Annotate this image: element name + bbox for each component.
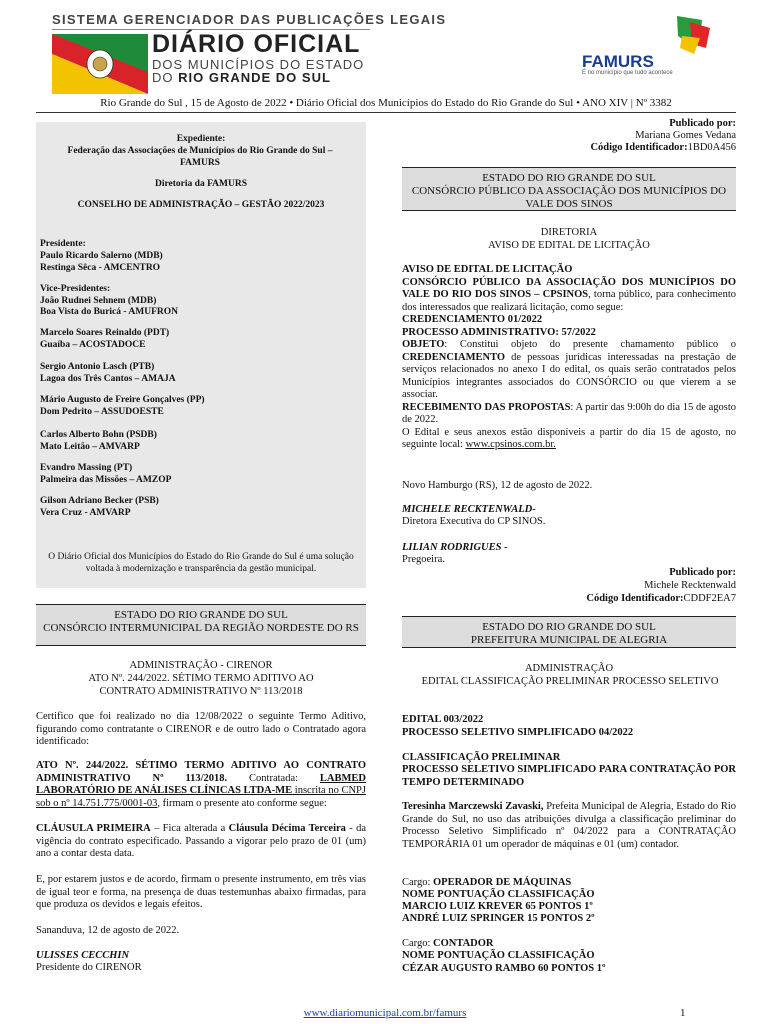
alegria-edital-class: EDITAL CLASSIFICAÇÃO PRELIMINAR PROCESSO SELETIVO bbox=[421, 676, 719, 687]
pub1-code: Código Identificador:1BD0A456 bbox=[590, 142, 736, 153]
cirenor-ato-title: ATO Nº. 244/2022. SÉTIMO TERMO ADITIVO AO bbox=[88, 673, 314, 684]
alegria-header bbox=[402, 616, 736, 648]
sig1-role: Diretora Executiva do CP SINOS. bbox=[402, 516, 546, 527]
novo-hamburgo-date: Novo Hamburgo (RS), 12 de agosto de 2022. bbox=[402, 480, 593, 491]
nome-pontuacao-1: NOME PONTUAÇÃO CLASSIFICAÇÃO bbox=[402, 889, 595, 900]
pub2-label: Publicado por: bbox=[669, 567, 736, 578]
clausula-paragraph: CLÁUSULA PRIMEIRA – Fica alterada a Cláusula Décima Terceira - da vigência do contrato especificado. Passando a vigorar pelo prazo de 01 (um) ano a contar desta data. bbox=[36, 823, 366, 859]
sananduva-date: Sananduva, 12 de agosto de 2022. bbox=[36, 925, 180, 936]
classificacao-preliminar: CLASSIFICAÇÃO PRELIMINAR bbox=[402, 752, 561, 763]
expediente-label: Expediente: bbox=[176, 134, 226, 144]
cpsinos-diretoria: DIRETORIA bbox=[540, 227, 598, 238]
system-title: SISTEMA GERENCIADOR DAS PUBLICAÇÕES LEGAIS bbox=[52, 12, 447, 27]
alegria-state: ESTADO DO RIO GRANDE DO SUL bbox=[482, 621, 656, 633]
famurs-tagline: É no município que tudo acontece bbox=[582, 70, 673, 76]
cirenor-consorcio: CONSÓRCIO INTERMUNICIPAL DA REGIÃO NORDESTE DO RS bbox=[43, 622, 359, 634]
page-title: DIÁRIO OFICIAL bbox=[152, 30, 361, 58]
vice-7-name: Gilson Adriano Becker (PSB) bbox=[40, 496, 159, 506]
processo-para: PROCESSO SELETIVO SIMPLIFICADO PARA CONTRATAÇÃO POR TEMPO DETERMINADO bbox=[402, 764, 736, 788]
alegria-adm: ADMINISTRAÇÃO bbox=[524, 663, 614, 674]
cirenor-adm: ADMINISTRAÇÃO - CIRENOR bbox=[129, 660, 273, 671]
vice-label: Vice-Presidentes: bbox=[40, 284, 111, 294]
vice-2-name: Marcelo Soares Reinaldo (PDT) bbox=[40, 328, 170, 338]
cpsinos-link[interactable]: www.cpsinos.com.br. bbox=[465, 439, 556, 450]
vice-4-city: Dom Pedrito – ASSUDOESTE bbox=[40, 407, 164, 417]
cirenor-header bbox=[36, 604, 366, 646]
federacao-text: Federação das Associações de Municípios do Rio Grande do Sul – FAMURS bbox=[67, 146, 333, 168]
vice-3-city: Lagoa dos Três Cantos – AMAJA bbox=[40, 374, 176, 384]
subtitle-line-2: DO RIO GRANDE DO SUL bbox=[152, 70, 331, 85]
cirenor-state: ESTADO DO RIO GRANDE DO SUL bbox=[114, 609, 288, 621]
cpsinos-consorcio: CONSÓRCIO PÚBLICO DA ASSOCIAÇÃO DOS MUNICÍPIOS DO VALE DOS SINOS bbox=[411, 185, 727, 210]
cpsinos-state: ESTADO DO RIO GRANDE DO SUL bbox=[482, 172, 656, 184]
subtitle-line-1: DOS MUNICÍPIOS DO ESTADO bbox=[152, 57, 365, 72]
cpsinos-aviso-title: AVISO DE EDITAL DE LICITAÇÃO bbox=[488, 240, 650, 251]
about-text: O Diário Oficial dos Municípios do Estado do Rio Grande do Sul é uma solução voltada à modernização e transparência da gestão municipal. bbox=[48, 552, 354, 574]
vice-6-city: Palmeira das Missões – AMZOP bbox=[40, 475, 172, 485]
teresinha-paragraph: Teresinha Marczewski Zavaski, Prefeita Municipal de Alegria, Estado do Rio Grande do Sul, no uso das atribuições divulga a classificação preliminar do Processo Seletivo Simplificado nº 04/2022 para a CONTRATAÇÃO TEMPORÁRIA 01 um operador de máquinas e 01 (um) contador. bbox=[402, 801, 736, 850]
certifico-text: Certifico que foi realizado no dia 12/08/2022 o seguinte Termo Aditivo, figurando como contratante o CIRENOR e de outro lado o Contratado agora identificado: bbox=[36, 711, 366, 747]
vice-4-name: Mário Augusto de Freire Gonçalves (PP) bbox=[40, 395, 205, 405]
cirenor-contrato-title: CONTRATO ADMINISTRATIVO Nº 113/2018 bbox=[99, 686, 303, 697]
pub1-label: Publicado por: bbox=[669, 118, 736, 129]
aviso-body: AVISO DE EDITAL DE LICITAÇÃO CONSÓRCIO PÚBLICO DA ASSOCIAÇÃO DOS MUNICÍPIOS DO VALE DO RIO DOS SINOS – CPSINOS, torna público, para conhecimento dos interessados que realizará licitação, como segue: CREDENCIAMENTO 01/2022 PROCESSO ADMINISTRATIVO: 57/2022 OBJETO: Constitui objeto do presente chamamento público o CREDENCIAMENTO de pessoas jurídicas interessadas na prestação de serviços relacionados no anexo I do edital, os quais serão contratados pelos Municípios integrantes associados do CONSÓRCIO ou que vierem a se associar. RECEBIMENTO DAS PROPOSTAS: A partir das 9:00h do dia 15 de agosto de 2022. O Edital e seus anexos estão disponíveis a partir do dia 15 de agosto, no seguinte local: www.cpsinos.com.br. bbox=[402, 264, 736, 450]
diretoria-label: Diretoria da FAMURS bbox=[155, 179, 247, 189]
sig1-name: MICHELE RECKTENWALD- bbox=[402, 504, 536, 515]
vice-3-name: Sergio Antonio Lasch (PTB) bbox=[40, 362, 155, 372]
pub2-code: Código Identificador:CDDF2EA7 bbox=[586, 593, 736, 604]
result-cezar: CÉZAR AUGUSTO RAMBO 60 PONTOS 1º bbox=[402, 963, 606, 974]
sig2-role: Pregoeira. bbox=[402, 554, 445, 565]
edital-003: EDITAL 003/2022 bbox=[402, 714, 484, 725]
vice-2-city: Guaíba – ACOSTADOCE bbox=[40, 340, 146, 350]
conselho-label: CONSELHO DE ADMINISTRAÇÃO – GESTÃO 2022/2023 bbox=[77, 200, 325, 210]
presidente-city: Restinga Sêca - AMCENTRO bbox=[40, 263, 161, 273]
rs-flag-emblem bbox=[52, 34, 148, 94]
processo-simplificado: PROCESSO SELETIVO SIMPLIFICADO 04/2022 bbox=[402, 727, 634, 738]
vice-1-name: João Rudnei Sehnem (MDB) bbox=[40, 296, 157, 306]
dateline: Rio Grande do Sul , 15 de Agosto de 2022 • Diário Oficial dos Municípios do Estado do Rio Grande do Sul • ANO XIV | Nº 3382 bbox=[100, 97, 672, 109]
signatory-name: ULISSES CECCHIN bbox=[36, 950, 130, 961]
firmam-paragraph: E, por estarem justos e de acordo, firmam o presente instrumento, em três vias de igual teor e forma, na presença de duas testemunhas abaixo firmadas, para que produza os devidos e legais efeitos. bbox=[36, 874, 366, 910]
vice-7-city: Vera Cruz - AMVARP bbox=[40, 508, 131, 518]
cargo-contador: Cargo: CONTADOR bbox=[402, 938, 494, 949]
footer-link[interactable]: www.diariomunicipal.com.br/famurs bbox=[303, 1007, 467, 1019]
cpsinos-header bbox=[402, 167, 736, 211]
ato-paragraph: ATO Nº. 244/2022. SÉTIMO TERMO ADITIVO AO CONTRATO ADMINISTRATIVO Nº 113/2018. Contratada: LABMED LABORATÓRIO DE ANÁLISES CLÍNICAS LTDA-ME inscrita no CNPJ sob o nº 14.751.775/0001-03, firmam o presente ato conforme segue: bbox=[36, 760, 366, 809]
alegria-prefeitura: PREFEITURA MUNICIPAL DE ALEGRIA bbox=[470, 634, 668, 646]
vice-5-city: Mato Leitão – AMVARP bbox=[40, 442, 140, 452]
result-andre: ANDRÉ LUIZ SPRINGER 15 PONTOS 2º bbox=[402, 913, 595, 924]
pub1-name: Mariana Gomes Vedana bbox=[635, 130, 736, 141]
presidente-name: Paulo Ricardo Salerno (MDB) bbox=[40, 251, 163, 261]
cargo-operador: Cargo: OPERADOR DE MÁQUINAS bbox=[402, 877, 572, 888]
pub2-name: Michele Recktenwald bbox=[644, 580, 736, 591]
famurs-brand: FAMURS bbox=[582, 52, 654, 71]
presidente-label: Presidente: bbox=[40, 239, 86, 249]
sig2-name: LILIAN RODRIGUES - bbox=[402, 542, 508, 553]
vice-1-city: Boa Vista do Buricá - AMUFRON bbox=[40, 307, 179, 317]
vice-5-name: Carlos Alberto Bohn (PSDB) bbox=[40, 430, 157, 440]
result-marcio: MARCIO LUIZ KREVER 65 PONTOS 1º bbox=[402, 901, 593, 912]
page-number: 1 bbox=[680, 1007, 686, 1019]
header-rule bbox=[36, 112, 736, 113]
vice-6-name: Evandro Massing (PT) bbox=[40, 463, 133, 473]
signatory-role: Presidente do CIRENOR bbox=[36, 962, 142, 973]
nome-pontuacao-2: NOME PONTUAÇÃO CLASSIFICAÇÃO bbox=[402, 950, 595, 961]
